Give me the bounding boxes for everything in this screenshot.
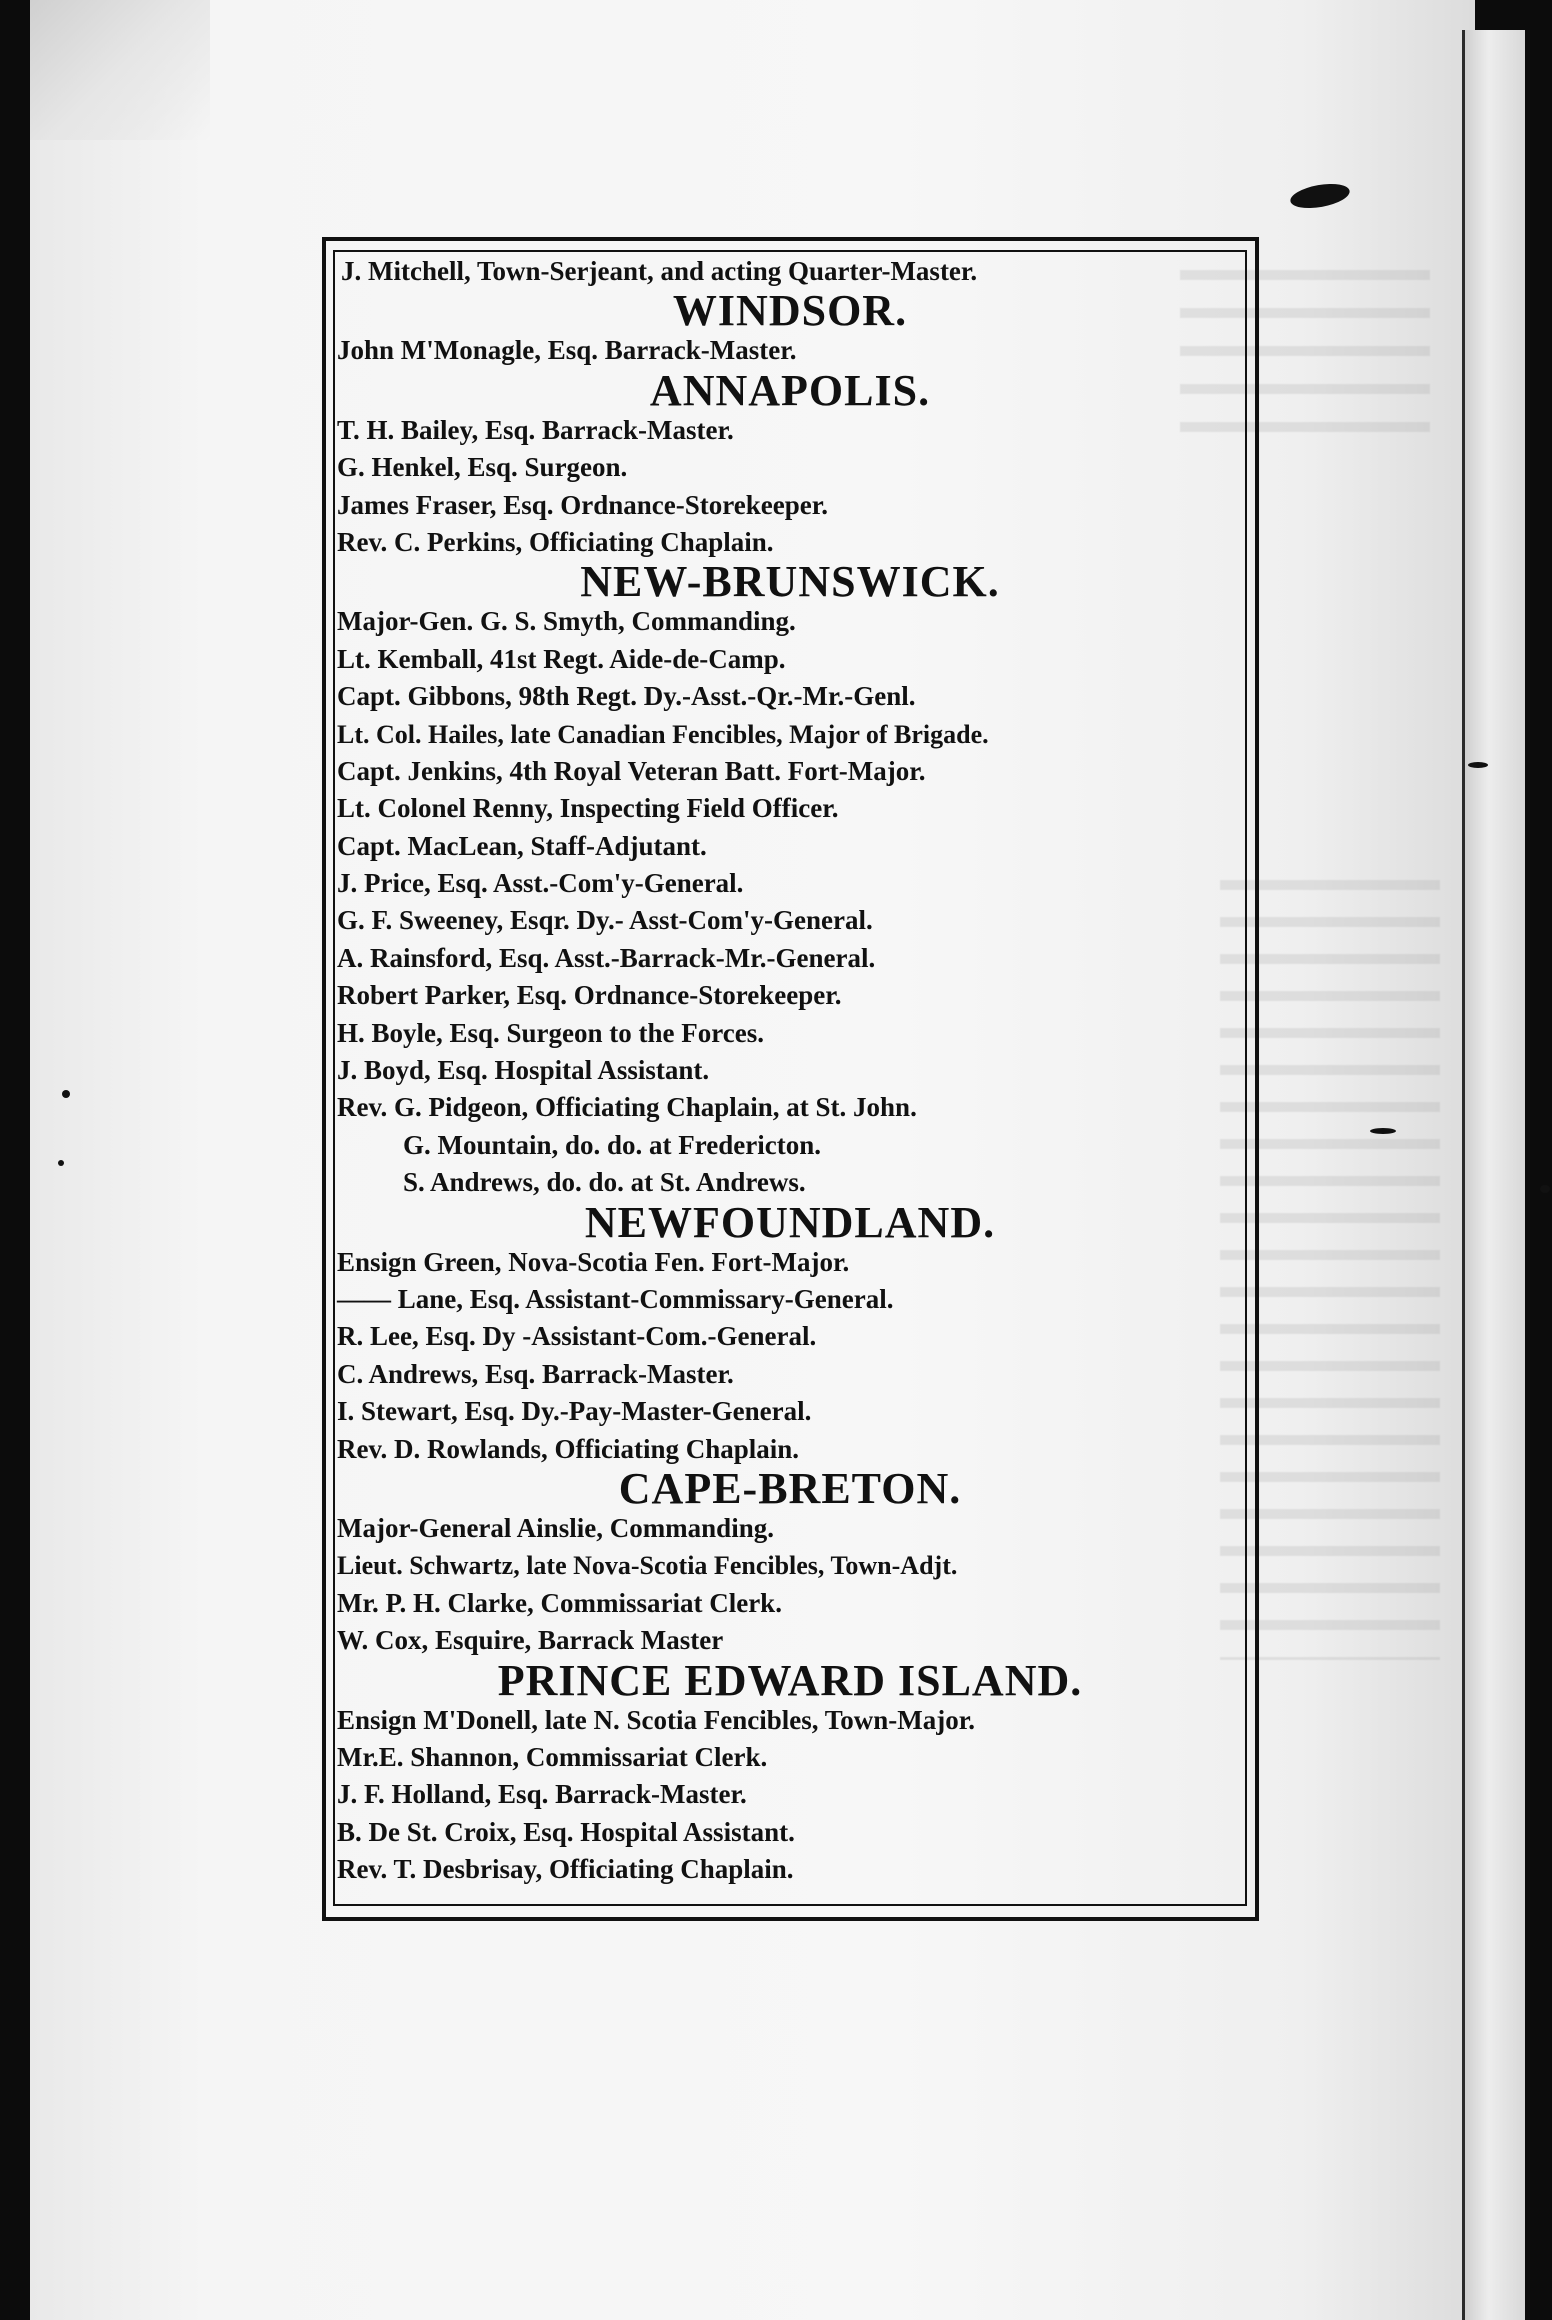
ink-speck [1540,1185,1550,1193]
roster-line: W. Cox, Esquire, Barrack Master [337,1625,724,1656]
section-heading-cape-breton: CAPE-BRETON. [618,1463,962,1513]
ink-speck [58,1160,64,1166]
roster-line: Lt. Col. Hailes, late Canadian Fencibles, Major of Brigade. [337,719,989,749]
roster-line: Rev. D. Rowlands, Officiating Chaplain. [337,1433,800,1464]
roster-text [337,253,1243,1888]
roster-line: G. Mountain, do. do. at Fredericton. [403,1129,821,1160]
ink-speck [1468,762,1488,768]
roster-line: Mr. P. H. Clarke, Commissariat Clerk. [337,1587,782,1618]
section-heading-annapolis: ANNAPOLIS. [649,365,931,415]
section-heading-newfoundland: NEWFOUNDLAND. [584,1197,996,1247]
roster-line: James Fraser, Esq. Ordnance-Storekeeper. [337,489,828,520]
roster-line: T. H. Bailey, Esq. Barrack-Master. [337,414,734,445]
folded-corner [30,0,210,140]
roster-line: Lt. Colonel Renny, Inspecting Field Officer. [337,793,839,824]
section-heading-new-brunswick: NEW-BRUNSWICK. [580,557,1000,607]
ink-speck [1370,1128,1396,1134]
roster-line: G. Henkel, Esq. Surgeon. [337,452,628,483]
roster-line: Capt. MacLean, Staff-Adjutant. [337,830,707,861]
facing-page-edge [1462,30,1525,2320]
roster-line: John M'Monagle, Esq. Barrack-Master. [337,335,797,366]
roster-line: R. Lee, Esq. Dy -Assistant-Com.-General. [337,1321,817,1352]
roster-line: J. Price, Esq. Asst.-Com'y-General. [337,868,744,899]
roster-line: Ensign M'Donell, late N. Scotia Fencibles, Town-Major. [337,1704,976,1735]
roster-line: Capt. Gibbons, 98th Regt. Dy.-Asst.-Qr.-Mr.-Genl. [337,681,916,712]
roster-line: Lieut. Schwartz, late Nova-Scotia Fencibles, Town-Adjt. [337,1551,958,1581]
roster-line: Capt. Jenkins, 4th Royal Veteran Batt. Fort-Major. [337,755,926,786]
roster-line: —— Lane, Esq. Assistant-Commissary-General. [337,1283,894,1314]
section-heading-windsor: WINDSOR. [672,286,908,336]
roster-line: Ensign Green, Nova-Scotia Fen. Fort-Major. [337,1246,850,1277]
roster-line: I. Stewart, Esq. Dy.-Pay-Master-General. [337,1396,812,1427]
roster-line: C. Andrews, Esq. Barrack-Master. [337,1358,734,1389]
roster-line: Rev. T. Desbrisay, Officiating Chaplain. [337,1854,794,1885]
roster-line: S. Andrews, do. do. at St. Andrews. [403,1167,806,1198]
roster-line: J. F. Holland, Esq. Barrack-Master. [337,1779,747,1810]
roster-line: H. Boyle, Esq. Surgeon to the Forces. [337,1017,764,1048]
section-heading-prince-edward-island: PRINCE EDWARD ISLAND. [497,1655,1083,1705]
roster-line: Rev. G. Pidgeon, Officiating Chaplain, at St. John. [337,1092,917,1123]
roster-line: A. Rainsford, Esq. Asst.-Barrack-Mr.-General. [337,942,876,973]
roster-line: Mr.E. Shannon, Commissariat Clerk. [337,1741,768,1772]
roster-line: J. Mitchell, Town-Serjeant, and acting Quarter-Master. [341,256,978,286]
roster-line: Rev. C. Perkins, Officiating Chaplain. [337,526,774,557]
roster-line: Major-Gen. G. S. Smyth, Commanding. [337,606,796,637]
roster-line: Major-General Ainslie, Commanding. [337,1512,774,1543]
roster-line: B. De St. Croix, Esq. Hospital Assistant. [337,1816,795,1847]
roster-line: Robert Parker, Esq. Ordnance-Storekeeper. [337,980,842,1011]
roster-line: J. Boyd, Esq. Hospital Assistant. [337,1055,710,1086]
roster-line: Lt. Kemball, 41st Regt. Aide-de-Camp. [337,643,786,674]
roster-line: G. F. Sweeney, Esqr. Dy.- Asst-Com'y-General. [337,905,873,936]
ink-speck [62,1090,70,1098]
